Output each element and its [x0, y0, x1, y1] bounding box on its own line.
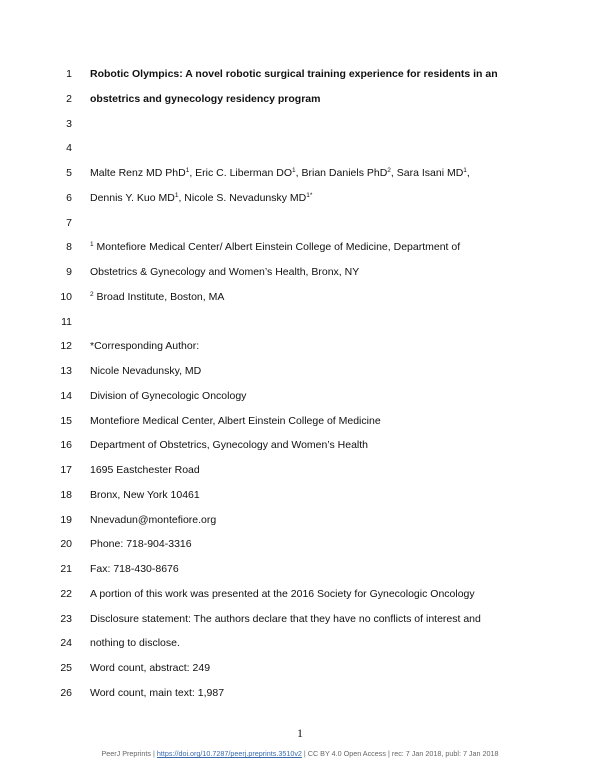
line-content: Department of Obstetrics, Gynecology and Women’s Health — [90, 439, 368, 452]
line-content: Nicole Nevadunsky, MD — [90, 365, 202, 377]
line-number: 22 — [60, 587, 72, 600]
paper-title: obstetrics and gynecology residency program — [90, 92, 321, 105]
author-separator: , — [390, 167, 397, 179]
line-number: 17 — [60, 464, 72, 476]
affiliation-marker: 2 — [90, 290, 94, 298]
line-text — [90, 388, 246, 404]
line-content: Obstetrics & Gynecology and Women’s Health, Bronx, NY — [90, 266, 360, 278]
line-number: 24 — [60, 637, 72, 650]
author-separator: , — [178, 191, 185, 204]
manuscript-line — [0, 215, 600, 231]
author-separator: , — [189, 167, 196, 179]
paper-title: Robotic Olympics: A novel robotic surgical training experience for residents in an — [90, 68, 498, 80]
manuscript-line — [0, 462, 600, 478]
line-number: 20 — [60, 538, 72, 551]
line-text — [90, 239, 460, 255]
line-number: 26 — [60, 686, 72, 699]
line-text — [90, 536, 192, 552]
line-text — [90, 561, 179, 577]
manuscript-line — [0, 91, 600, 107]
manuscript-line — [0, 611, 600, 627]
line-content: Montefiore Medical Center, Albert Einstein College of Medicine — [90, 414, 381, 427]
author-name: Nicole S. Nevadunsky MD — [184, 191, 307, 204]
line-number: 11 — [61, 315, 72, 328]
line-content: Phone: 718-904-3316 — [90, 538, 192, 551]
line-content: Word count, main text: 1,987 — [90, 686, 225, 699]
line-content: Nnevadun@montefiore.org — [90, 513, 217, 526]
author-name: Sara Isani MD — [396, 167, 464, 179]
manuscript-line — [0, 660, 600, 676]
line-number: 8 — [66, 241, 72, 254]
line-text — [90, 685, 224, 701]
manuscript-line — [0, 338, 600, 354]
line-number: 6 — [66, 191, 72, 204]
author-name: Eric C. Liberman DO — [195, 167, 293, 179]
line-content: A portion of this work was presented at the 2016 Society for Gynecologic Oncology — [90, 587, 475, 600]
author-separator: , — [295, 167, 302, 179]
line-number: 12 — [60, 340, 72, 353]
manuscript-line — [0, 116, 600, 132]
line-text — [90, 586, 475, 602]
line-text — [90, 338, 199, 354]
footer-prefix: PeerJ Preprints | — [101, 749, 157, 758]
line-content: Montefiore Medical Center/ Albert Einstein College of Medicine, Department of — [93, 241, 461, 254]
line-number: 7 — [66, 216, 72, 229]
affiliation-marker: 2 — [387, 167, 391, 174]
manuscript-line — [0, 264, 600, 280]
line-number: 9 — [66, 266, 72, 278]
footer-suffix: | CC BY 4.0 Open Access | rec: 7 Jan 2018, publ: 7 Jan 2018 — [301, 749, 499, 758]
manuscript-line — [0, 512, 600, 528]
line-number: 14 — [60, 389, 72, 402]
manuscript-line — [0, 685, 600, 701]
author-name: Brian Daniels PhD — [301, 167, 388, 179]
line-number: 21 — [60, 563, 72, 575]
line-text — [90, 413, 381, 429]
author-name: Malte Renz MD PhD — [90, 167, 186, 179]
line-text — [90, 437, 368, 453]
line-text — [90, 462, 200, 478]
line-content: Broad Institute, Boston, MA — [93, 290, 225, 303]
affiliation-marker: 1* — [306, 191, 313, 199]
line-number: 4 — [66, 142, 72, 155]
page-number: 1 — [297, 726, 303, 740]
line-content: nothing to disclose. — [90, 637, 180, 650]
preprint-footer — [0, 749, 600, 758]
manuscript-line — [0, 487, 600, 503]
line-text — [90, 611, 481, 627]
line-number: 19 — [60, 513, 72, 526]
manuscript-line — [0, 140, 600, 156]
line-text — [90, 660, 210, 676]
manuscript-line — [0, 635, 600, 651]
line-number: 16 — [60, 439, 72, 452]
line-number: 23 — [60, 612, 72, 625]
manuscript-line — [0, 363, 600, 379]
author-name: Dennis Y. Kuo MD — [90, 191, 175, 204]
line-content: Division of Gynecologic Oncology — [90, 389, 247, 402]
line-content: Disclosure statement: The authors declare that they have no conflicts of interest and — [90, 612, 481, 625]
line-number: 2 — [66, 92, 72, 105]
affiliation-marker: 1 — [90, 241, 94, 249]
line-text — [90, 363, 201, 379]
affiliation-marker: 1 — [185, 167, 190, 174]
line-number: 25 — [60, 662, 72, 674]
line-text — [90, 635, 180, 651]
line-text — [90, 487, 200, 503]
author-list — [90, 165, 470, 181]
line-number: 18 — [60, 488, 72, 501]
line-number: 13 — [60, 365, 72, 377]
manuscript-line — [0, 437, 600, 453]
manuscript-line — [0, 190, 600, 206]
line-content: Bronx, New York 10461 — [90, 488, 200, 501]
manuscript-line — [0, 239, 600, 255]
author-list — [90, 190, 312, 206]
manuscript-line — [0, 289, 600, 305]
line-content: *Corresponding Author: — [90, 340, 200, 353]
affiliation-marker: 1 — [463, 167, 467, 174]
line-text — [90, 289, 224, 305]
manuscript-line — [0, 413, 600, 429]
line-number: 3 — [66, 117, 72, 130]
manuscript-line — [0, 165, 600, 181]
author-separator: , — [466, 167, 470, 179]
line-number: 15 — [60, 414, 72, 427]
manuscript-line — [0, 536, 600, 552]
manuscript-line — [0, 314, 600, 330]
manuscript-line — [0, 586, 600, 602]
line-number: 1 — [66, 68, 72, 80]
affiliation-marker: 1 — [292, 167, 296, 174]
line-text — [90, 512, 216, 528]
line-content: Fax: 718-430-8676 — [90, 563, 179, 575]
line-number: 5 — [66, 167, 72, 179]
line-content: 1695 Eastchester Road — [90, 464, 200, 476]
affiliation-marker: 1 — [174, 191, 179, 199]
doi-link[interactable]: https://doi.org/10.7287/peerj.preprints.3510v2 — [156, 749, 302, 758]
manuscript-line — [0, 388, 600, 404]
manuscript-line — [0, 66, 600, 82]
manuscript-line — [0, 561, 600, 577]
line-number: 10 — [60, 290, 72, 303]
line-text — [90, 264, 359, 280]
line-content: Word count, abstract: 249 — [90, 662, 211, 674]
